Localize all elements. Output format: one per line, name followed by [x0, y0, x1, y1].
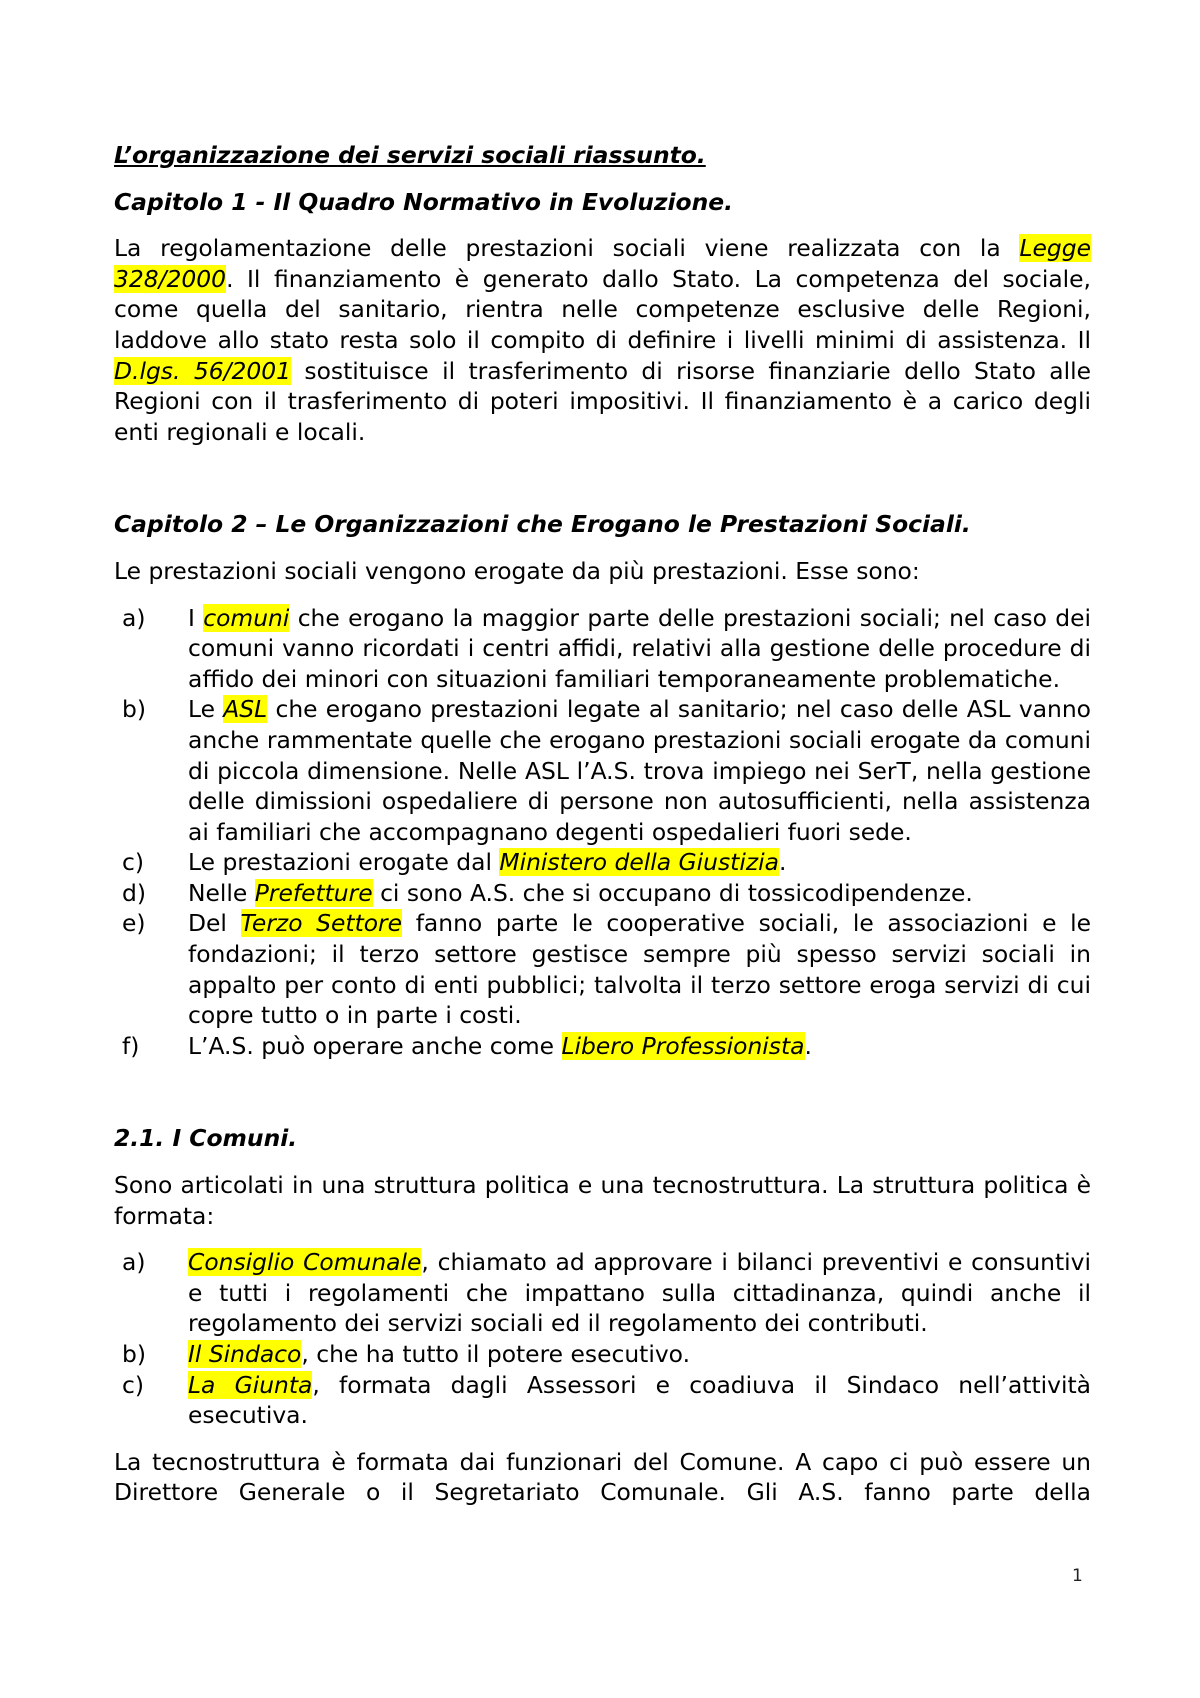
- text-run: sostituisce il trasferimento di risorse finanziarie dello Stato alle Regioni con il trasferimento di poteri impositivi. Il finanziamento è a carico degli enti regionali e locali.: [114, 356, 1091, 446]
- list-marker: a): [122, 603, 146, 632]
- highlight-term: Consiglio Comunale: [188, 1248, 422, 1277]
- text-run: ci sono A.S. che si occupano di tossicodipendenze.: [372, 878, 973, 907]
- section-2-1-closing: La tecnostruttura è formata dai funzionari del Comune. A capo ci può essere un Direttore Generale o il Segretariato Comunale. Gli A.S. fanno parte della: [114, 1447, 1091, 1507]
- highlight-term: Libero Professionista: [561, 1031, 805, 1060]
- section-2-1-intro: Sono articolati in una struttura politica e una tecnostruttura. La struttura politica è formata:: [114, 1171, 1091, 1230]
- text-run: Nelle: [188, 878, 255, 907]
- list-item: [114, 603, 1091, 695]
- section-2-1-heading: 2.1. I Comuni.: [114, 1124, 298, 1153]
- section-spacer: [114, 463, 1091, 509]
- list-marker: f): [122, 1031, 140, 1060]
- list-item: [114, 1247, 1091, 1339]
- highlight-term: comuni: [203, 603, 290, 632]
- document-title: L’organizzazione dei servizi sociali riassunto.: [114, 141, 706, 169]
- list-marker: e): [122, 909, 146, 938]
- highlight-term: Terzo Settore: [240, 909, 403, 938]
- highlight-dlgs-56: D.lgs. 56/2001: [114, 356, 291, 385]
- list-marker: c): [122, 1370, 144, 1399]
- highlight-term: Ministero della Giustizia: [499, 848, 779, 877]
- list-marker: b): [122, 695, 146, 724]
- section-spacer: [114, 1077, 1091, 1123]
- list-item: [114, 694, 1091, 847]
- text-run: . Il finanziamento è generato dallo Stato. La competenza del sociale, come quella del sanitario, rientra nelle competenze esclusive delle Regioni, laddove allo stato resta solo il compito di definire i livelli minimi di assistenza. Il: [114, 264, 1091, 354]
- text-run: Le prestazioni erogate dal: [188, 848, 500, 877]
- highlight-term: Il Sindaco: [188, 1340, 302, 1368]
- organizations-list: [114, 603, 1091, 1062]
- text-run: , che ha tutto il potere esecutivo.: [301, 1340, 690, 1368]
- highlight-term: Prefetture: [254, 878, 373, 907]
- text-run: fanno parte le cooperative sociali, le associazioni e le fondazioni; il terzo settore gestisce sempre più spesso servizi sociali in appalto per conto di enti pubblici; talvolta il terzo settore eroga servizi di cui copre tutto o in parte i costi.: [188, 909, 1091, 1030]
- text-run: che erogano la maggior parte delle prestazioni sociali; nel caso dei comuni vanno ricordati i centri affidi, relativi alla gestione delle procedure di affido dei minori con situazioni familiari temporaneamente problematiche.: [188, 603, 1091, 693]
- highlight-legge-328: Legge 328/2000: [114, 234, 1091, 293]
- highlight-term: La Giunta: [188, 1370, 313, 1399]
- highlight-term: ASL: [223, 695, 268, 724]
- text-run: L’A.S. può operare anche come: [188, 1031, 562, 1060]
- page-number: 1: [1072, 1566, 1083, 1586]
- list-item: [114, 908, 1091, 1030]
- text-run: , chiamato ad approvare i bilanci preventivi e consuntivi e tutti i regolamenti che impattano sulla cittadinanza, quindi anche il regolamento dei servizi sociali ed il regolamento dei contributi.: [188, 1248, 1091, 1338]
- chapter-1-paragraph: [114, 233, 1091, 447]
- list-item: [114, 1339, 1091, 1370]
- text-run: , formata dagli Assessori e coadiuva il Sindaco nell’attività esecutiva.: [188, 1370, 1091, 1430]
- list-marker: c): [122, 848, 144, 877]
- text-run: Del: [188, 909, 241, 938]
- text-run: che erogano prestazioni legate al sanitario; nel caso delle ASL vanno anche rammentate quelle che erogano prestazioni sociali erogate da comuni di piccola dimensione. Nelle ASL l’A.S. trova impiego nei SerT, nella gestione delle dimissioni ospedaliere di persone non autosufficienti, nella assistenza ai familiari che accompagnano degenti ospedalieri fuori sede.: [188, 695, 1091, 846]
- text-run: I: [188, 603, 204, 632]
- chapter-2-intro: Le prestazioni sociali vengono erogate da più prestazioni. Esse sono:: [114, 556, 920, 585]
- text-run: .: [804, 1031, 812, 1060]
- list-item: [114, 1370, 1091, 1431]
- text-run: Le: [188, 695, 224, 724]
- list-item: [114, 878, 1091, 909]
- list-marker: a): [122, 1248, 146, 1277]
- list-marker: d): [122, 878, 146, 907]
- list-marker: b): [122, 1340, 146, 1368]
- text-run: .: [778, 848, 787, 877]
- text-run: La regolamentazione delle prestazioni sociali viene realizzata con la: [114, 234, 1020, 263]
- chapter-2-heading: Capitolo 2 – Le Organizzazioni che Erogano le Prestazioni Sociali.: [114, 510, 971, 539]
- list-item: [114, 1031, 1091, 1062]
- list-item: [114, 847, 1091, 878]
- document-body: [114, 140, 1091, 1524]
- political-structure-list: [114, 1247, 1091, 1431]
- chapter-1-heading: Capitolo 1 - Il Quadro Normativo in Evoluzione.: [114, 187, 734, 216]
